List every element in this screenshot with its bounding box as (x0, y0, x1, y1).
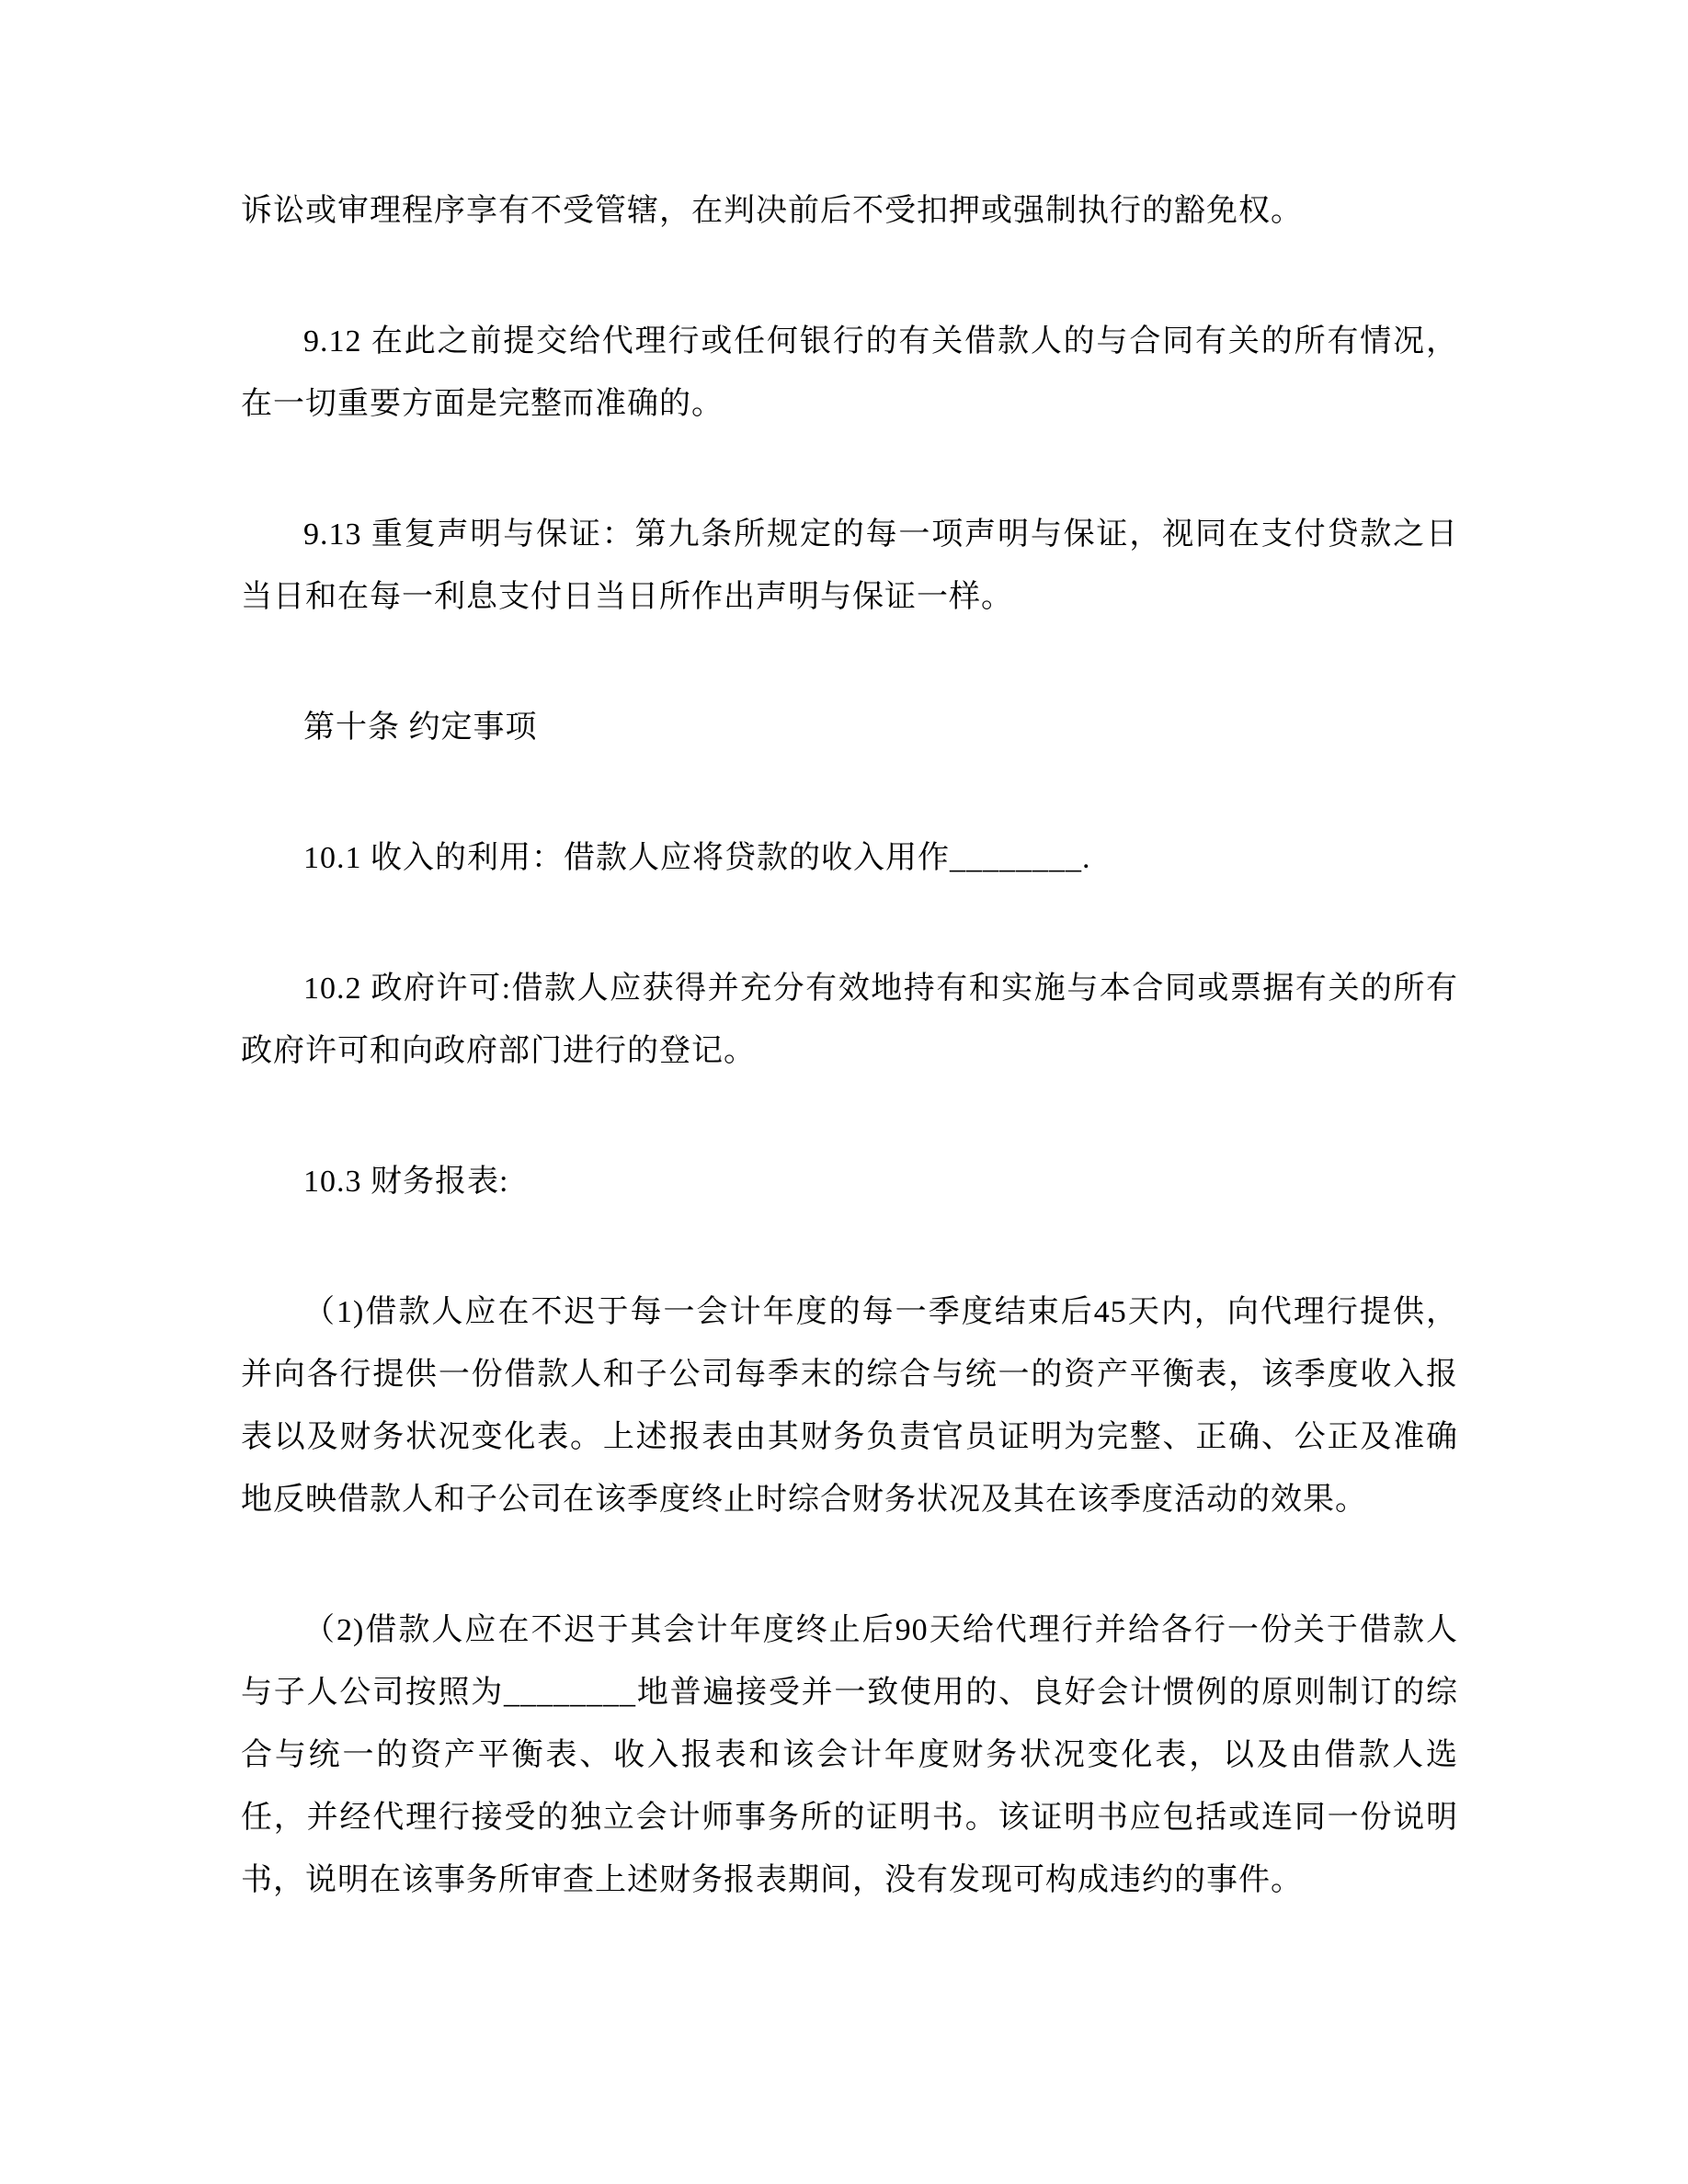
paragraph-clause-9-12: 9.12 在此之前提交给代理行或任何银行的有关借款人的与合同有关的所有情况，在一切重要方面是完整而准确的。 (241, 324, 1458, 421)
paragraph-clause-10-1: 10.1 收入的利用：借款人应将贷款的收入用作________. (303, 841, 1091, 875)
paragraph-clause-9-13: 9.13 重复声明与保证：第九条所规定的每一项声明与保证，视同在支付贷款之日当日和在每一利息支付日当日所作出声明与保证一样。 (241, 518, 1458, 614)
paragraph-clause-10-3-item-1: （1)借款人应在不迟于每一会计年度的每一季度结束后45天内，向代理行提供，并向各行提供一份借款人和子公司每季末的综合与统一的资产平衡表，该季度收入报表以及财务状况变化表。上述报表由其财务负责官员证明为完整、正确、公正及准确地反映借款人和子公司在该季度终止时综合财务状况及其在该季度活动的效果。 (241, 1295, 1458, 1517)
paragraph-clause-10-2: 10.2 政府许可:借款人应获得并充分有效地持有和实施与本合同或票据有关的所有政府许可和向政府部门进行的登记。 (241, 972, 1458, 1068)
paragraph-clause-10-3: 10.3 财务报表: (303, 1165, 509, 1199)
article-10-heading: 第十条 约定事项 (303, 711, 538, 745)
paragraph-clause-10-3-item-2: （2)借款人应在不迟于其会计年度终止后90天给代理行并给各行一份关于借款人与子人公司按照为________地普遍接受并一致使用的、良好会计惯例的原则制订的综合与统一的资产平衡表、收入报表和该会计年度财务状况变化表，以及由借款人选任，并经代理行接受的独立会计师事务所的证明书。该证明书应包括或连同一份说明书，说明在该事务所审查上述财务报表期间，没有发现可构成违约的事件。 (241, 1613, 1458, 1897)
paragraph-clause-9-11-continuation: 诉讼或审理程序享有不受管辖，在判决前后不受扣押或强制执行的豁免权。 (241, 194, 1303, 228)
